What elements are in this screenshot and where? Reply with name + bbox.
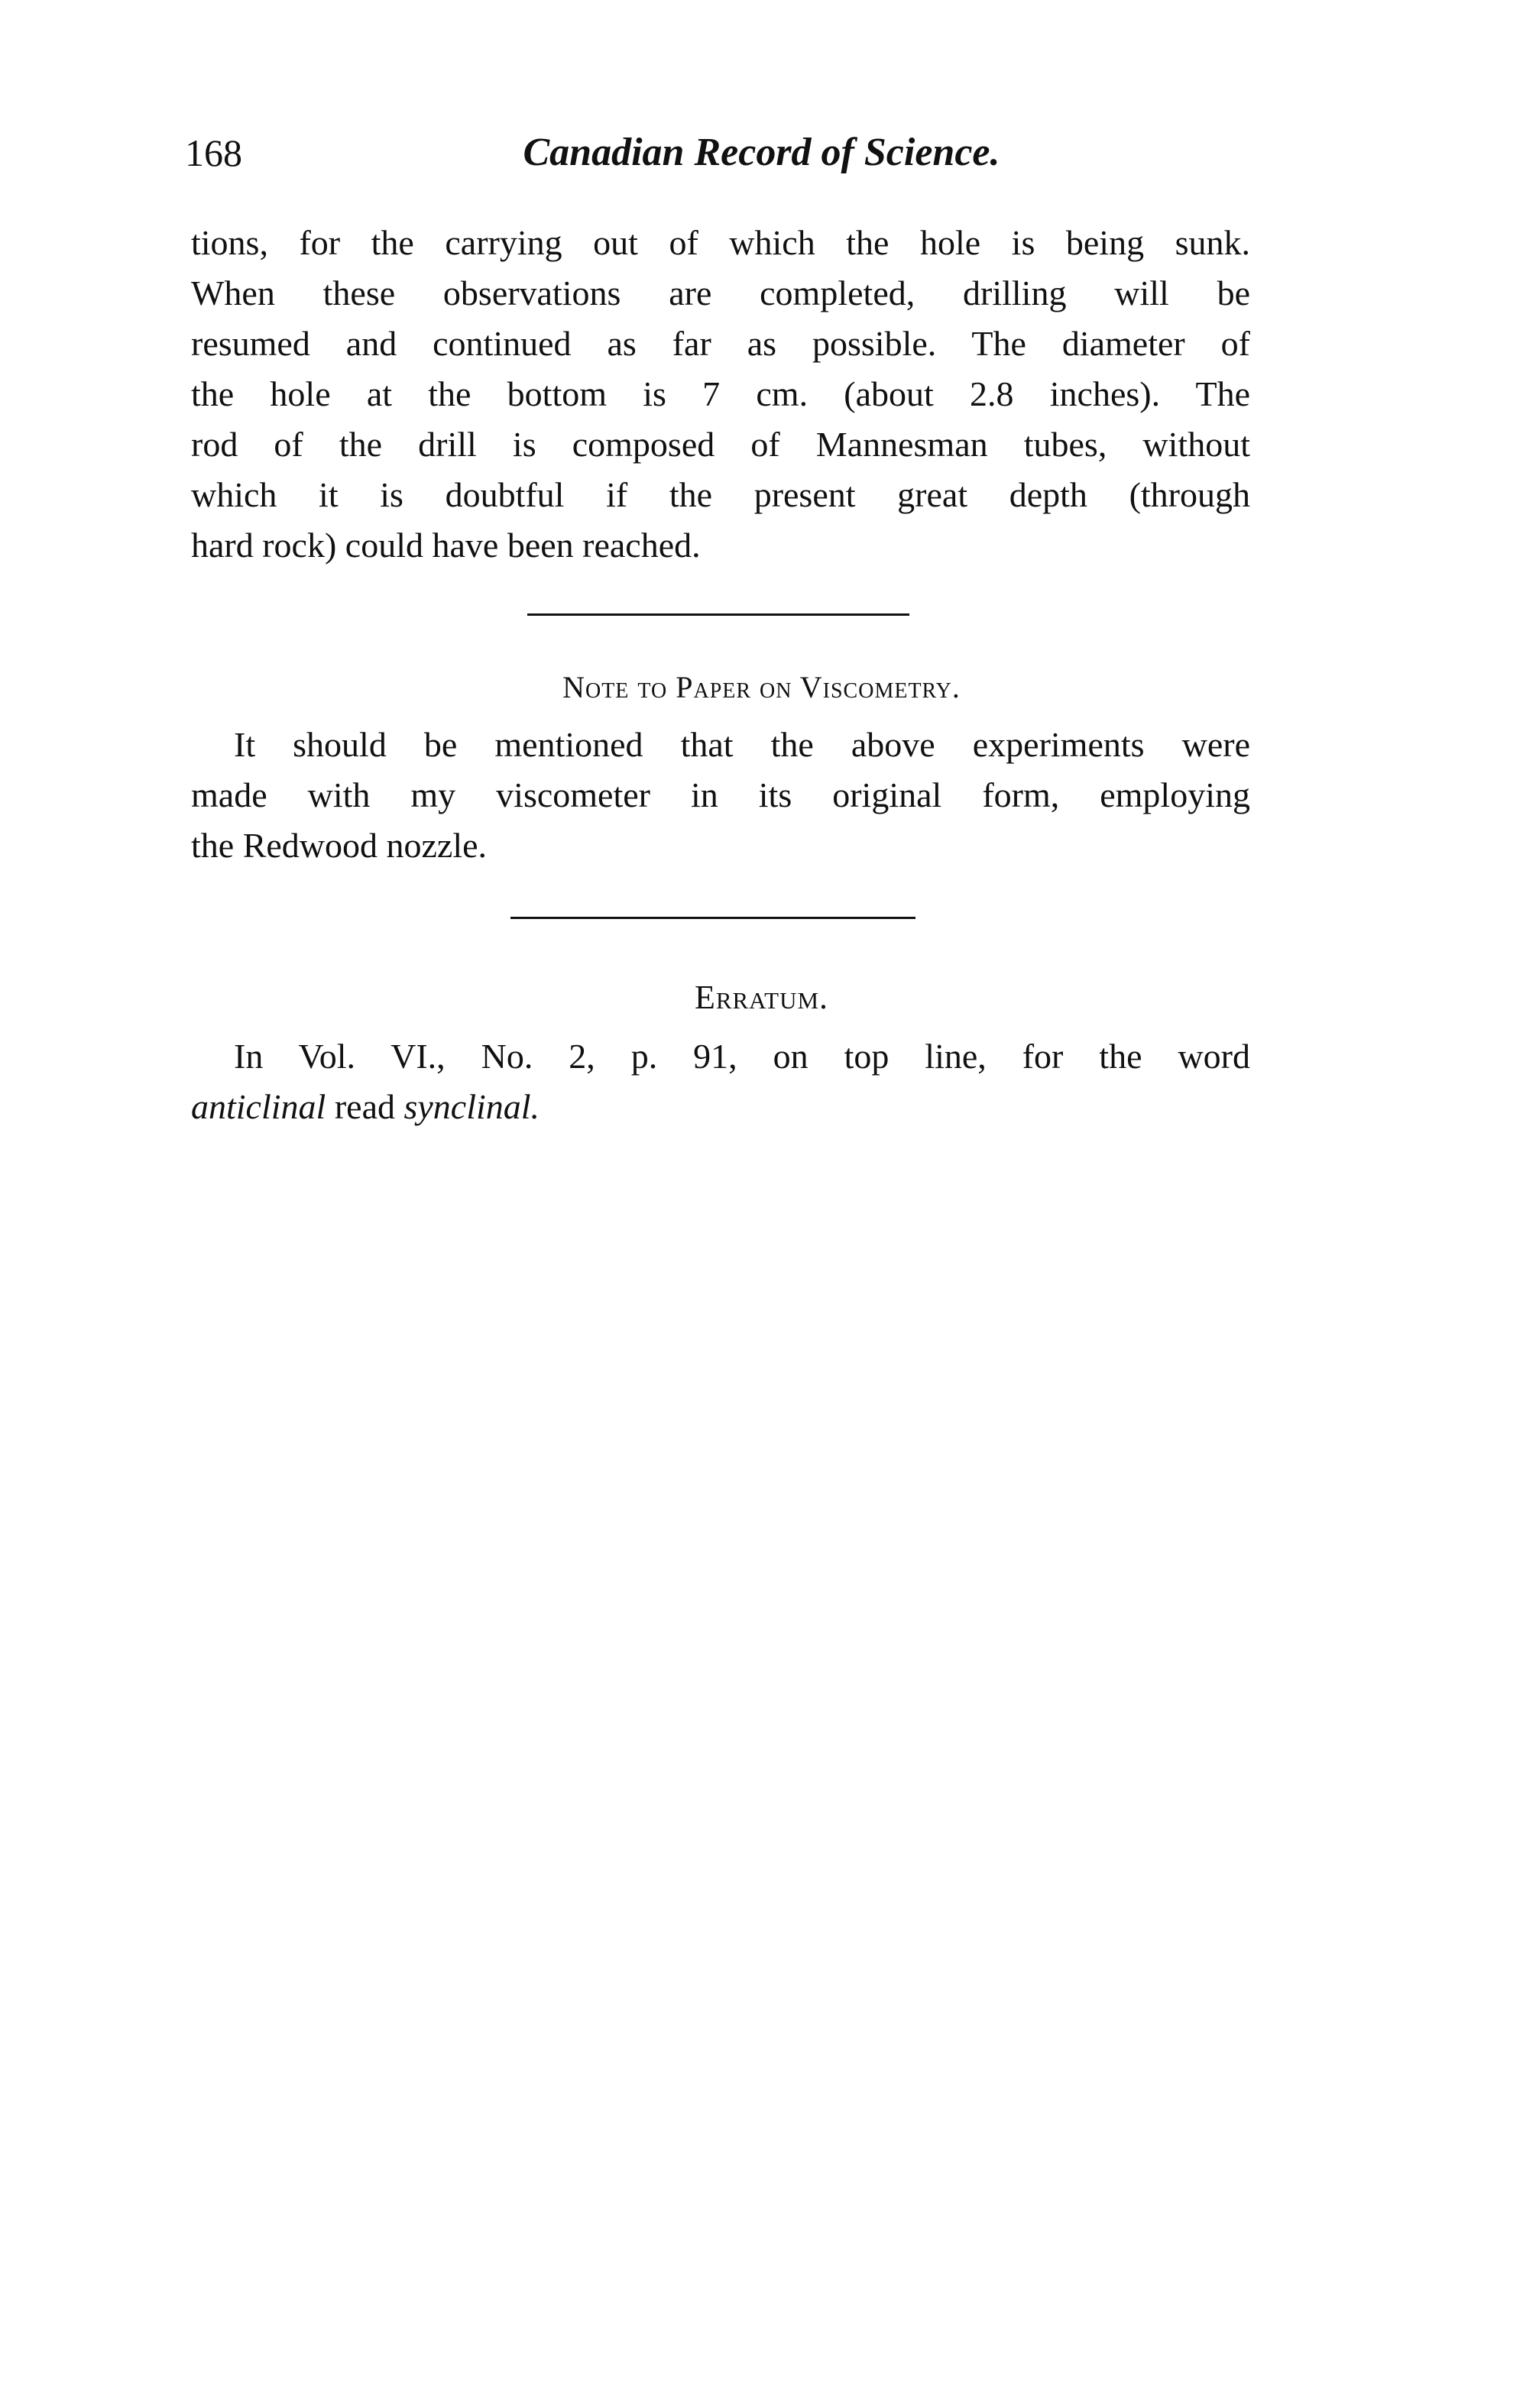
paragraph-line: rod of the drill is composed of Mannesman tubes, without	[191, 425, 1250, 464]
paragraph-line: hard rock) could have been reached.	[191, 526, 701, 565]
paragraph-line: When these observations are completed, drilling will be	[191, 273, 1250, 312]
erratum-correct-word: synclinal.	[403, 1087, 540, 1126]
paragraph-line: the hole at the bottom is 7 cm. (about 2.8 inches). The	[191, 374, 1250, 413]
note-paragraph	[191, 720, 1250, 871]
paragraph-line: made with my viscometer in its original form, employing	[191, 775, 1250, 814]
erratum-read-word: read	[334, 1087, 395, 1126]
paragraph-line: which it is doubtful if the present great depth (through	[191, 475, 1250, 514]
section-divider	[510, 917, 915, 919]
paragraph-line: tions, for the carrying out of which the hole is being sunk.	[191, 223, 1250, 262]
erratum-paragraph	[191, 1031, 1250, 1132]
paragraph-line: It should be mentioned that the above experiments were	[234, 725, 1250, 764]
paragraph-line: resumed and continued as far as possible. The diameter of	[191, 324, 1250, 363]
page-number: 168	[185, 131, 242, 174]
running-title: Canadian Record of Science.	[523, 131, 1000, 174]
erratum-wrong-word: anticlinal	[191, 1087, 326, 1126]
paragraph-line: In Vol. VI., No. 2, p. 91, on top line, for the word	[234, 1037, 1250, 1076]
paragraph-line: the Redwood nozzle.	[191, 826, 488, 865]
paragraph-line	[191, 1082, 1250, 1132]
note-heading: Note to Paper on Viscometry.	[562, 670, 961, 704]
drilling-paragraph	[191, 218, 1250, 571]
section-divider	[527, 613, 909, 616]
erratum-heading: Erratum.	[694, 979, 829, 1016]
